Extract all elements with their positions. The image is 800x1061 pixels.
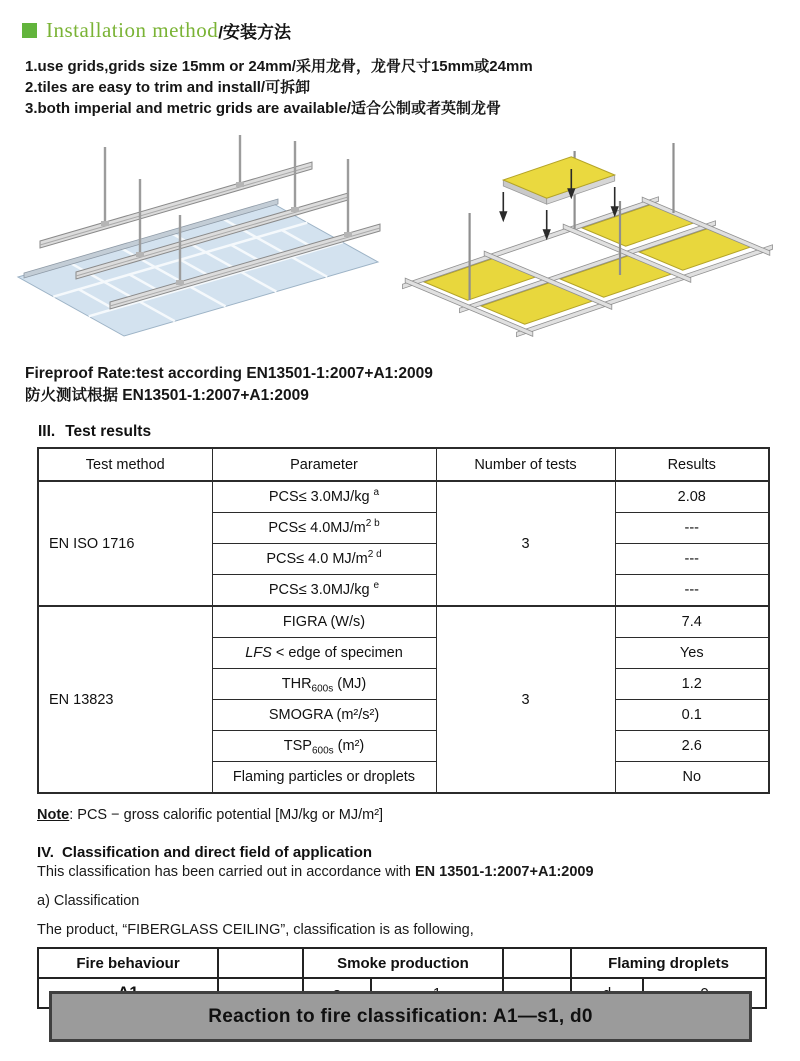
classification-sub-heading: a) Classification [37, 893, 140, 909]
title-chinese: /安装方法 [218, 23, 291, 42]
result-cell: --- [615, 575, 769, 607]
header-flaming-droplets: Flaming droplets [571, 948, 766, 978]
reaction-classification-banner [49, 991, 752, 1042]
header-fire-behaviour: Fire behaviour [38, 948, 218, 978]
test-results-heading [38, 423, 800, 441]
table-header-row [38, 448, 769, 481]
col-header-test-method: Test method [38, 448, 212, 481]
result-cell: 0.1 [615, 700, 769, 731]
ceiling-grid-yellow-tiles-figure [394, 113, 786, 361]
test-results-table [37, 447, 770, 794]
result-cell: No [615, 762, 769, 794]
heading-label: Classification and direct field of application [61, 844, 373, 861]
fireproof-line-en: Fireproof Rate:test according EN13501-1:2007+A1:2009 [25, 365, 433, 382]
number-of-tests-cell: 3 [436, 481, 615, 606]
classification-heading [37, 844, 800, 861]
table-row [38, 606, 769, 638]
header-smoke-production: Smoke production [303, 948, 503, 978]
test-method-cell: EN ISO 1716 [38, 481, 212, 606]
figures-row [0, 123, 800, 361]
result-cell: 2.6 [615, 731, 769, 762]
parameter-cell: Flaming particles or droplets [212, 762, 436, 794]
parameter-cell: $PCS\le 4.0MJ/m^{2 b}$ [212, 513, 436, 544]
ceiling-grid-blue-tiles-figure [10, 129, 385, 354]
result-cell: 1.2 [615, 669, 769, 700]
table-row [38, 481, 769, 513]
number-of-tests-cell: 3 [436, 606, 615, 793]
intro-line-1: 1.use grids,grids size 15mm or 24mm/采用龙骨，龙骨尺寸15mm或24mm [25, 58, 533, 75]
fireproof-rate-text [25, 363, 800, 407]
parameter-cell: $THR_{600s}$ (MJ) [212, 669, 436, 700]
heading-number: IV. [37, 844, 54, 861]
result-cell: Yes [615, 638, 769, 669]
classification-accordance-line: This classification has been carried out in accordance with EN 13501-1:2007+A1:2009 [37, 864, 594, 880]
parameter-cell: PCS≤ 3.0MJ/kg $^e$ [212, 575, 436, 607]
parameter-cell: $TSP_{600s}$ (m²) [212, 731, 436, 762]
header-empty-2 [503, 948, 571, 978]
intro-line-3: 3.both imperial and metric grids are available/适合公制或者英制龙骨 [25, 100, 501, 117]
note-line [37, 807, 800, 823]
standard-reference: EN 13501-1:2007+A1:2009 [415, 864, 594, 880]
parameter-cell: LFS < edge of specimen [212, 638, 436, 669]
grid-tees [403, 197, 773, 337]
test-method-cell: EN 13823 [38, 606, 212, 793]
note-label: Note [37, 807, 70, 823]
col-header-parameter: Parameter [212, 448, 436, 481]
lifted-tile [503, 157, 614, 204]
header-empty-1 [218, 948, 303, 978]
blue-tile-field [18, 199, 378, 336]
result-cell: --- [615, 544, 769, 575]
note-text: : PCS − gross calorific potential [MJ/kg or MJ/m²] [69, 807, 384, 823]
col-header-number-of-tests: Number of tests [436, 448, 615, 481]
intro-lines [25, 56, 800, 119]
fireproof-line-zh: 防火测试根据 EN13501-1:2007+A1:2009 [25, 387, 309, 404]
classification-header-row [38, 948, 766, 978]
heading-label: Test results [65, 423, 152, 440]
parameter-cell: SMOGRA (m²/s²) [212, 700, 436, 731]
intro-line-2: 2.tiles are easy to trim and install/可拆卸 [25, 79, 311, 96]
title-english: Installation method [46, 18, 219, 42]
parameter-cell: PCS≤ 3.0MJ/kg $^a$ [212, 481, 436, 513]
result-cell: 7.4 [615, 606, 769, 638]
green-square-bullet-icon [22, 23, 37, 38]
result-cell: 2.08 [615, 481, 769, 513]
parameter-cell: PCS≤ 4.0 $MJ/m^{2 d}$ [212, 544, 436, 575]
col-header-results: Results [615, 448, 769, 481]
page-title [22, 18, 800, 43]
product-line: The product, “FIBERGLASS CEILING”, classification is as following, [37, 922, 474, 938]
banner-text: Reaction to fire classification: A1—s1, d0 [208, 1005, 593, 1027]
heading-number: III. [38, 423, 56, 440]
result-cell: --- [615, 513, 769, 544]
parameter-cell: FIGRA (W/s) [212, 606, 436, 638]
